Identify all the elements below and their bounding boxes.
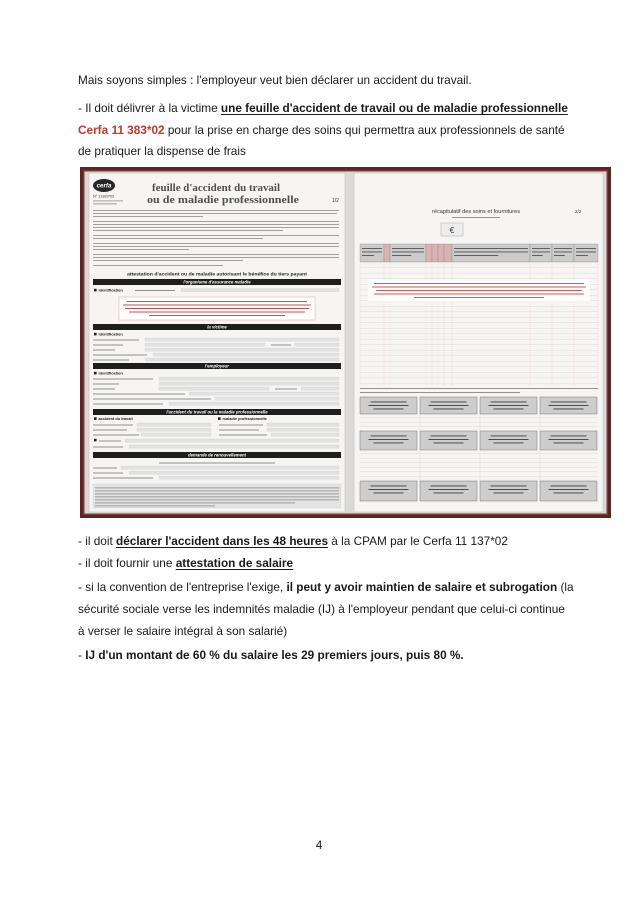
- section-title-employeur: l'employeur: [205, 363, 229, 369]
- signature-cell: [480, 481, 537, 501]
- text-line: [532, 252, 550, 253]
- convention-text-2: sécurité sociale verse les indemnités maladie (IJ) à l'employeur pendant que celui-ci continue: [78, 602, 565, 616]
- text-line: [362, 252, 382, 253]
- text-line: [489, 439, 529, 440]
- form-field: [121, 466, 339, 469]
- form-field: [145, 343, 265, 346]
- identification-label-employeur: identification: [98, 370, 123, 376]
- convention-suffix: (la: [557, 580, 574, 594]
- text-line: [369, 489, 409, 490]
- feuille-instruction: - Il doit délivrer à la victime: [78, 101, 221, 115]
- text-line: [434, 443, 464, 444]
- declaration-suffix: à la CPAM par le Cerfa 11 137*02: [328, 534, 508, 548]
- field-label-line: [93, 399, 211, 400]
- text-line: [93, 204, 117, 205]
- text-line: [549, 405, 589, 406]
- maladie-label: maladie professionnelle: [222, 415, 267, 421]
- table-header-cell: [390, 244, 426, 262]
- text-line: [93, 260, 243, 261]
- feuille-line-1: [78, 100, 568, 116]
- text-line: [93, 221, 339, 222]
- recap-form-page: [354, 173, 603, 512]
- text-line: [93, 254, 339, 255]
- field-label-line: [93, 435, 139, 436]
- ij-prefix: -: [78, 648, 86, 662]
- ij-line: [78, 647, 464, 663]
- form-field: [137, 428, 211, 431]
- form-title-line-2: ou de maladie professionnelle: [147, 195, 300, 206]
- text-line: [392, 248, 424, 249]
- text-line: [95, 506, 215, 507]
- text-line: [489, 405, 529, 406]
- text-line: [549, 439, 589, 440]
- text-line: [454, 252, 528, 253]
- text-line: [371, 486, 407, 487]
- accident-form-page: [89, 173, 345, 512]
- text-line: [95, 491, 339, 492]
- text-line: [371, 436, 407, 437]
- text-line: [360, 392, 520, 393]
- accident-label: accident du travail: [98, 415, 133, 421]
- text-line: [93, 201, 123, 202]
- text-line: [369, 439, 409, 440]
- text-line: [127, 301, 307, 302]
- attestation-prefix: - il doit fournir une: [78, 556, 176, 570]
- field-label-line: [93, 340, 139, 341]
- form-field: [267, 423, 339, 426]
- signature-cell: [480, 431, 537, 450]
- recap-title: récapitulatif des soins et fournitures: [432, 209, 521, 215]
- form-field: [169, 402, 339, 405]
- text-line: [369, 405, 409, 406]
- text-line: [374, 294, 584, 295]
- form-field: [145, 358, 339, 361]
- identification-label-organisme: identification: [98, 287, 123, 293]
- field-label-line: [93, 430, 127, 431]
- text-line: [414, 297, 544, 298]
- text-line: [93, 265, 223, 266]
- signature-cell: [540, 481, 597, 501]
- text-line: [576, 248, 596, 249]
- text-line: [554, 493, 584, 494]
- form-field: [295, 343, 339, 346]
- feuille-line-2: [78, 122, 565, 138]
- identification-label-victime: identification: [98, 331, 123, 337]
- cerfa-logo-text: cerfa: [96, 182, 112, 190]
- text-line: [93, 230, 283, 231]
- convention-line-1: [78, 579, 574, 595]
- field-label-line: [93, 384, 119, 385]
- recap-form-paper: [354, 173, 603, 512]
- form-field: [145, 338, 339, 341]
- text-line: [494, 493, 524, 494]
- form-field: [301, 387, 339, 390]
- text-line: [371, 402, 407, 403]
- attestation-line: [78, 555, 293, 571]
- form-field: [137, 423, 211, 426]
- field-label-line: [93, 394, 185, 395]
- table-header-cell: [426, 244, 432, 262]
- accident-form-paper: [89, 173, 345, 512]
- text-line: [551, 486, 587, 487]
- text-line: [93, 246, 339, 247]
- table-header-cell: [530, 244, 552, 262]
- table-header-cell: [438, 244, 444, 262]
- text-line: [93, 235, 339, 236]
- page-number: 4: [315, 838, 323, 852]
- text-line: [554, 409, 584, 410]
- bullet-icon: [94, 333, 97, 336]
- text-line: [494, 443, 524, 444]
- bullet-icon: [94, 417, 97, 420]
- text-line: [494, 409, 524, 410]
- text-line: [95, 500, 339, 501]
- field-label-line: [271, 345, 291, 346]
- text-line: [149, 315, 285, 316]
- section-title-accident: l'accident du travail ou la maladie professionnelle: [166, 409, 268, 415]
- field-label-line: [93, 345, 123, 346]
- text-line: [374, 443, 404, 444]
- convention-subrogation: il peut y avoir maintien de salaire et subrogation: [286, 580, 558, 594]
- text-line: [429, 439, 469, 440]
- form-field: [159, 377, 339, 380]
- text-line: [551, 402, 587, 403]
- text-line: [374, 409, 404, 410]
- field-label-line: [135, 290, 175, 291]
- signature-cell: [420, 481, 477, 501]
- text-line: [123, 305, 311, 306]
- bullet-icon: [218, 417, 221, 420]
- text-line: [93, 224, 339, 225]
- form-field: [215, 397, 339, 400]
- signature-cell: [360, 481, 417, 501]
- text-line: [489, 489, 529, 490]
- field-label-line: [93, 425, 133, 426]
- text-line: [372, 287, 586, 288]
- text-line: [429, 489, 469, 490]
- form-field: [267, 428, 339, 431]
- field-label-line: [93, 355, 147, 356]
- table-header-cell: [552, 244, 574, 262]
- field-label-line: [219, 435, 267, 436]
- form-field: [159, 387, 269, 390]
- text-line: [360, 388, 598, 389]
- text-line: [491, 486, 527, 487]
- form-field: [181, 289, 339, 292]
- form-page-indicator: 1/2: [332, 198, 339, 204]
- text-line: [159, 463, 275, 464]
- text-line: [95, 494, 339, 495]
- text-line: [93, 213, 337, 214]
- table-header-cell: [360, 244, 384, 262]
- form-field: [159, 476, 339, 479]
- text-line: [93, 216, 203, 217]
- form-field: [159, 382, 339, 385]
- convention-text-3: à verser le salaire intégral à son salarié): [78, 624, 288, 638]
- text-line: [392, 255, 411, 256]
- field-label-line: [93, 473, 123, 474]
- field-label-line: [93, 360, 129, 361]
- text-line: [93, 257, 339, 258]
- text-line: [454, 255, 498, 256]
- text-line: [392, 252, 424, 253]
- field-label-line: [93, 379, 153, 380]
- text-line: [431, 402, 467, 403]
- text-line: [551, 436, 587, 437]
- feuille-line-3: [78, 143, 246, 159]
- text-line: [429, 405, 469, 406]
- form-field: [141, 433, 211, 436]
- text-line: [434, 493, 464, 494]
- convention-line-3: [78, 623, 287, 639]
- form-title-line-1: feuille d'accident du travail: [152, 183, 281, 194]
- recap-page-indicator: 2/2: [575, 209, 582, 214]
- form-field: [145, 348, 339, 351]
- text-line: [374, 493, 404, 494]
- text-line: [95, 503, 295, 504]
- text-line: [129, 312, 305, 313]
- declaration-line: [78, 533, 508, 549]
- form-field: [125, 439, 339, 442]
- feuille-purpose: pour la prise en charge des soins qui permettra aux professionnels de santé: [164, 123, 565, 137]
- ij-amount: IJ d'un montant de 60 % du salaire les 29 premiers jours, puis 80 %.: [85, 648, 464, 662]
- signature-cell: [360, 431, 417, 450]
- text-line: [554, 443, 584, 444]
- text-line: [434, 409, 464, 410]
- cerfa-number: Cerfa 11 383*02: [78, 123, 165, 137]
- text-line: [431, 436, 467, 437]
- text-line: [93, 227, 339, 228]
- text-line: [576, 252, 596, 253]
- signature-cell: [540, 431, 597, 450]
- text-line: [554, 255, 565, 256]
- table-header-cell: [384, 244, 390, 262]
- signature-cell: [420, 431, 477, 450]
- field-label-line: [93, 478, 153, 479]
- text-line: [362, 255, 374, 256]
- declaration-deadline: déclarer l'accident dans les 48 heures: [116, 534, 329, 548]
- text-line: [549, 489, 589, 490]
- section-title-victime: la victime: [207, 324, 227, 330]
- text-line: [431, 486, 467, 487]
- bullet-icon: [94, 372, 97, 375]
- text-line: [93, 238, 263, 239]
- text-line: [454, 248, 528, 249]
- text-line: [491, 436, 527, 437]
- form-field: [129, 471, 339, 474]
- form-field: [271, 433, 339, 436]
- text-line: [554, 248, 572, 249]
- field-label-line: [93, 468, 117, 469]
- form-field: [189, 392, 339, 395]
- attestation-heading: attestation d'accident ou de maladie autorisant le bénéfice du tiers payant: [127, 271, 308, 277]
- feuille-document-name: une feuille d'accident de travail ou de maladie professionnelle: [220, 101, 568, 115]
- form-number: N° 11383*02: [93, 194, 115, 199]
- form-field: [153, 353, 339, 356]
- convention-prefix: - si la convention de l'entreprise l'exige,: [78, 580, 287, 594]
- section-title-renouvellement: demande de renouvellement: [187, 452, 247, 458]
- declaration-prefix: - il doit: [78, 534, 117, 548]
- text-line: [93, 243, 339, 244]
- field-label-line: [93, 404, 163, 405]
- text-line: [93, 210, 339, 211]
- text-line: [554, 252, 572, 253]
- text-line: [576, 255, 588, 256]
- table-header-cell: [452, 244, 530, 262]
- text-line: [362, 248, 382, 249]
- field-label-line: [93, 350, 115, 351]
- field-label-line: [219, 430, 259, 431]
- text-line: [93, 249, 189, 250]
- text-line: [491, 402, 527, 403]
- feuille-purpose-end: de pratiquer la dispense de frais: [78, 144, 246, 158]
- table-header-cell: [574, 244, 598, 262]
- text-line: [374, 283, 584, 284]
- field-label-line: [219, 425, 263, 426]
- field-label-line: [275, 389, 297, 390]
- field-label-line: [93, 447, 123, 448]
- field-label-line: [99, 441, 121, 442]
- cerfa-forms-figure: [80, 167, 611, 518]
- form-field: [129, 445, 339, 448]
- bullet-icon: [94, 289, 97, 292]
- intro-line: [78, 72, 472, 88]
- field-label-line: [93, 389, 115, 390]
- text-line: [376, 290, 582, 291]
- section-title-organisme: l'organisme d'assurance maladie: [183, 279, 251, 285]
- text-line: [532, 255, 543, 256]
- text-line: [125, 308, 309, 309]
- convention-line-2: [78, 601, 565, 617]
- text-line: [95, 497, 339, 498]
- text-line: [532, 248, 550, 249]
- text-line: [95, 488, 339, 489]
- table-header-cell: [444, 244, 452, 262]
- attestation-document: attestation de salaire: [175, 556, 294, 570]
- table-header-cell: [432, 244, 438, 262]
- euro-icon: €: [449, 225, 455, 235]
- bullet-icon: [94, 439, 97, 442]
- intro-text: Mais soyons simples : l'employeur veut bien déclarer un accident du travail.: [78, 73, 472, 87]
- recap-subtitle-line: [452, 217, 500, 218]
